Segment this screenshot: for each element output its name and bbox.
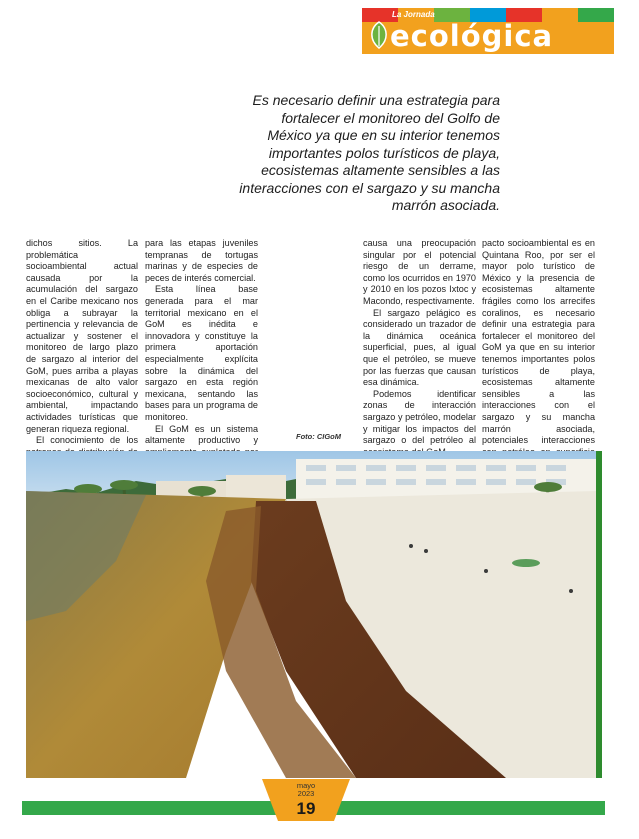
page-number: 19 — [296, 799, 316, 818]
photo-illustration — [26, 451, 596, 778]
photo-caption: Foto: CIGoM — [296, 432, 341, 441]
issue-year: 2023 — [297, 789, 315, 798]
masthead — [362, 8, 614, 54]
paragraph: El conocimiento de los — [36, 435, 138, 446]
paragraph: Podemos identificar zonas de interacción sargazo y petróleo, modelar y mitigar los impactos del sargazo o del petróleo al — [363, 388, 476, 446]
issue-date — [262, 782, 350, 798]
paragraph: El GoM es un sistema altamente productivo y — [145, 423, 258, 446]
paragraph: causa una preocupación singular por el potencial riesgo de un derrame, como los ocurridos en 1970 y 2010 en los pozos Ixtoc y Macondo, respectivamente. — [363, 238, 476, 306]
paragraph: dichos sitios. La problemática socioambiental actual causada por la acumulación del sargazo en el Caribe mexicano nos obliga a subrayar la pertinencia y relevancia de actualizar y sostener el monitoreo de largo plazo de sargazo al interior del GoM, pues arriba a playas mexicanas de alto valor socioeconómico, cultural y ambiental, impactando actividades turísticas que generan riqueza regional. — [26, 238, 138, 434]
issue-month: mayo — [296, 781, 316, 790]
paragraph: para las etapas juveniles tempranas de tortugas marinas y de especies de peces de interés comercial. — [145, 238, 258, 283]
beach-sargassum-photo — [26, 451, 602, 778]
paragraph: Esta línea base generada para el mar territorial mexicano en el GoM es inédita e innovadora y constituye la primera aportación especialmente explícita sobre la dinámica del sargazo en esta región mexicana, sentando las bases para un programa de monitoreo. — [145, 284, 258, 422]
paragraph: pacto socioambiental es en Quintana Roo, por ser el mayor polo turístico de México y la presencia de ecosistemas altamente frágiles como los arrecifes coralinos, es necesario definir una estrategia para fortalecer el monitoreo del GoM ya que en su interior tenemos importantes polos turísticos de playa, ecosistemas altamente sensibles a las interacciones con el sargazo y su mancha marrón asociada, potenciales interacciones — [482, 238, 595, 446]
paragraph: El sargazo pelágico es considerado un trazador de la dinámica oceánica superficial, pues, al igual que el petróleo, se mueve por las fuerzas que causan esa dinámica. — [363, 307, 476, 388]
pull-quote: Es necesario definir una estrategia para fortalecer el monitoreo del Golfo de México ya que en su interior tenemos importantes polos turísticos de playa, ecosistemas altamente sensibles a las interacciones con el sargazo y su mancha marrón asociada. — [239, 92, 500, 213]
masthead-title: ecológica — [390, 19, 554, 53]
masthead-brand: La Jornada — [392, 10, 435, 19]
leaf-icon — [366, 20, 392, 50]
